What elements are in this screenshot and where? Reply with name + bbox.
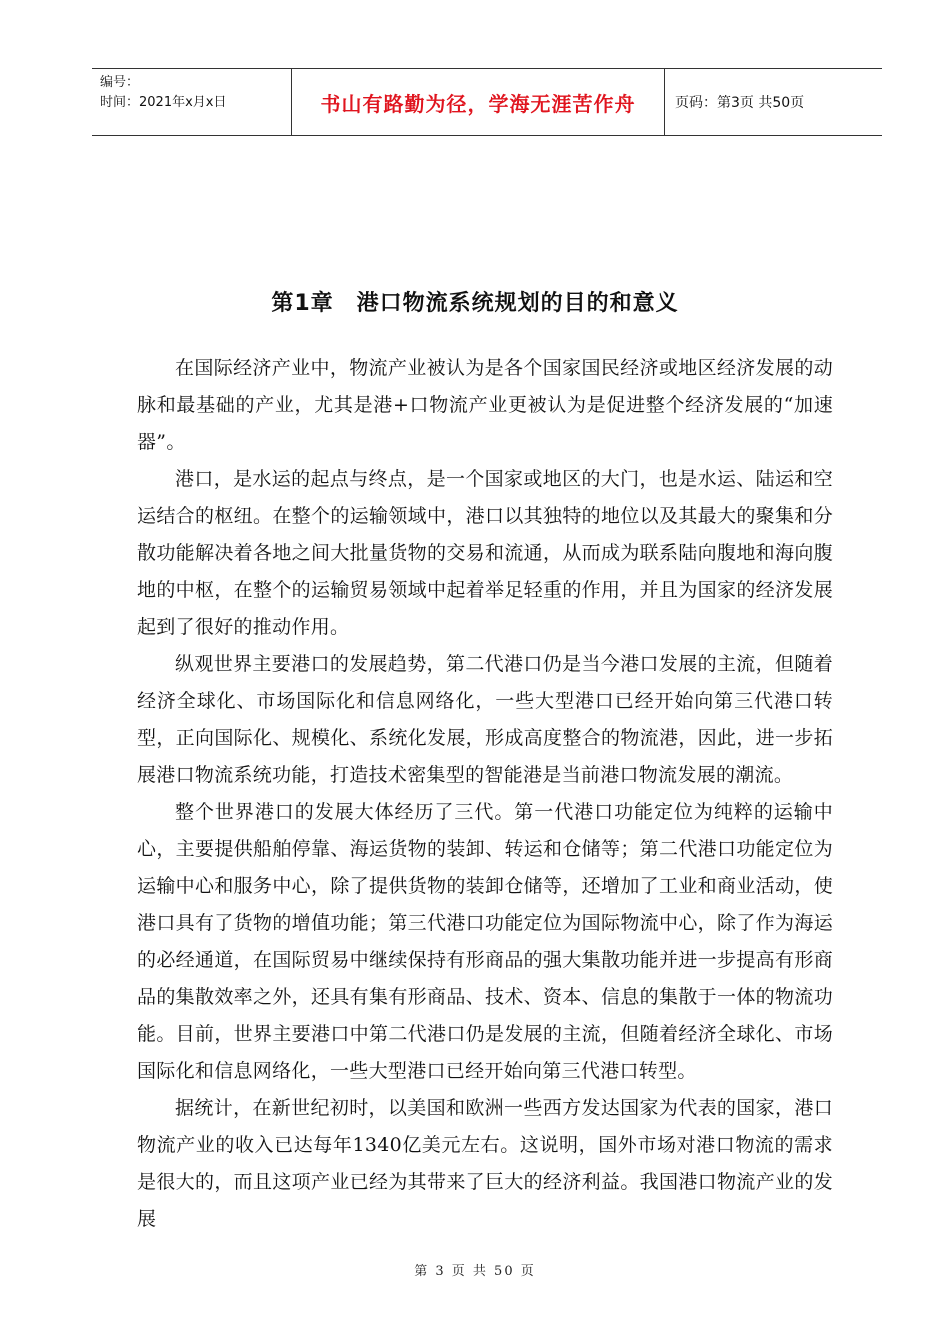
header-motto: 书山有路勤为径，学海无涯苦作舟 xyxy=(292,69,665,135)
page-footer: 第 3 页 共 50 页 xyxy=(414,1264,536,1279)
paragraph: 港口，是水运的起点与终点，是一个国家或地区的大门，也是水运、陆运和空运结合的枢纽。在整个的运输领域中，港口以其独特的地位以及其最大的聚集和分散功能解决着各地之间大批量货物的交易和流通，从而成为联系陆向腹地和海向腹地的中枢，在整个的运输贸易领域中起着举足轻重的作用，并且为国家的经济发展起到了很好的推动作用。 xyxy=(137,468,833,638)
paragraph: 据统计，在新世纪初时，以美国和欧洲一些西方发达国家为代表的国家，港口物流产业的收入已达每年1340亿美元左右。这说明，国外市场对港口物流的需求是很大的，而且这项产业已经为其带来了巨大的经济利益。我国港口物流产业的发展 xyxy=(137,1097,833,1230)
date-label: 时间：2021年x月x日 xyxy=(100,95,227,110)
paragraph: 整个世界港口的发展大体经历了三代。第一代港口功能定位为纯粹的运输中心，主要提供船舶停靠、海运货物的装卸、转运和仓储等；第二代港口功能定位为运输中心和服务中心，除了提供货物的装卸仓储等，还增加了工业和商业活动，使港口具有了货物的增值功能；第三代港口功能定位为国际物流中心，除了作为海运的必经通道，在国际贸易中继续保持有形商品的强大集散功能并进一步提高有形商品的集散效率之外，还具有集有形商品、技术、资本、信息的集散于一体的物流功能。目前，世界主要港口中第二代港口仍是发展的主流，但随着经济全球化、市场国际化和信息网络化，一些大型港口已经开始向第三代港口转型。 xyxy=(137,801,833,1082)
paragraph: 纵观世界主要港口的发展趋势，第二代港口仍是当今港口发展的主流，但随着经济全球化、市场国际化和信息网络化，一些大型港口已经开始向第三代港口转型，正向国际化、规模化、系统化发展，形成高度整合的物流港，因此，进一步拓展港口物流系统功能，打造技术密集型的智能港是当前港口物流发展的潮流。 xyxy=(137,653,833,786)
header-page-info: 页码：第3页 共50页 xyxy=(675,95,805,111)
serial-label: 编号： xyxy=(100,75,140,90)
body-text xyxy=(137,350,833,1238)
chapter-title: 第1章 港口物流系统规划的目的和意义 xyxy=(271,291,679,316)
page-header xyxy=(92,68,882,136)
header-meta xyxy=(92,69,292,135)
paragraph: 在国际经济产业中，物流产业被认为是各个国家国民经济或地区经济发展的动脉和最基础的产业，尤其是港+口物流产业更被认为是促进整个经济发展的“加速器”。 xyxy=(137,357,833,453)
